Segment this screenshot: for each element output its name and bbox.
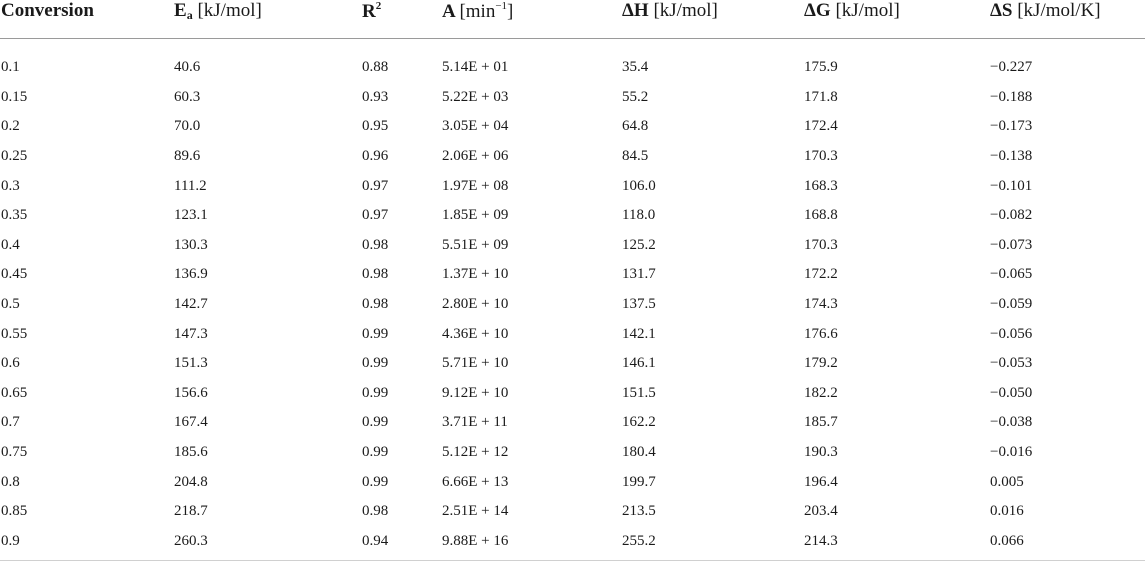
conversion-cell: 0.15 [1, 88, 28, 105]
entropy-cell: −0.082 [990, 207, 1033, 224]
pre-exponential-cell: 9.12E + 10 [442, 384, 509, 401]
table-row [0, 231, 1145, 261]
pre-exponential-cell: 5.12E + 12 [442, 444, 509, 461]
table-row [0, 527, 1145, 557]
gibbs-energy-cell: 214.3 [804, 532, 838, 549]
gibbs-energy-cell: 196.4 [804, 473, 838, 490]
enthalpy-cell: 151.5 [622, 384, 656, 401]
activation-energy-cell: 60.3 [174, 88, 201, 105]
activation-energy-cell: 185.6 [174, 444, 208, 461]
conversion-cell: 0.55 [1, 325, 28, 342]
pre-exponential-cell: 6.66E + 13 [442, 473, 509, 490]
enthalpy-cell: 255.2 [622, 532, 656, 549]
r-squared-cell: 0.98 [362, 296, 389, 313]
enthalpy-cell: 35.4 [622, 59, 649, 76]
entropy-cell: −0.173 [990, 118, 1033, 135]
conversion-cell: 0.8 [1, 473, 20, 490]
activation-energy-cell: 147.3 [174, 325, 208, 342]
r-squared-cell: 0.99 [362, 473, 389, 490]
entropy-cell: 0.005 [990, 473, 1024, 490]
activation-energy-cell: 70.0 [174, 118, 201, 135]
enthalpy-cell: 180.4 [622, 444, 656, 461]
table-bottom-rule [0, 560, 1145, 561]
header-row [0, 0, 1145, 39]
enthalpy-cell: 142.1 [622, 325, 656, 342]
table-row [0, 39, 1145, 83]
activation-energy-cell: 136.9 [174, 266, 208, 283]
enthalpy-cell: 106.0 [622, 177, 656, 194]
pre-exponential-cell: 5.71E + 10 [442, 355, 509, 372]
header-r-squared: $R^2$ [361, 0, 441, 39]
r-squared-cell: 0.98 [362, 503, 389, 520]
gibbs-energy-cell: 175.9 [804, 59, 838, 76]
table-row [0, 290, 1145, 320]
conversion-cell: 0.5 [1, 296, 20, 313]
enthalpy-cell: 118.0 [622, 207, 656, 224]
pre-exponential-cell: 1.37E + 10 [442, 266, 509, 283]
gibbs-energy-cell: 172.2 [804, 266, 838, 283]
entropy-cell: −0.050 [990, 384, 1033, 401]
header-pre-exponential-factor: A $[\min^{-1}]$ [441, 0, 621, 39]
activation-energy-cell: 40.6 [174, 59, 201, 76]
table-row [0, 112, 1145, 142]
enthalpy-cell: 162.2 [622, 414, 656, 431]
table-row [0, 171, 1145, 201]
activation-energy-cell: 167.4 [174, 414, 208, 431]
entropy-cell: −0.059 [990, 296, 1033, 313]
table-row [0, 260, 1145, 290]
header-conversion: Conversion [0, 0, 173, 39]
r-squared-cell: 0.99 [362, 384, 389, 401]
gibbs-energy-cell: 168.8 [804, 207, 838, 224]
gibbs-energy-cell: 182.2 [804, 384, 838, 401]
r-squared-cell: 0.96 [362, 148, 389, 165]
activation-energy-cell: 89.6 [174, 148, 201, 165]
table-row [0, 497, 1145, 527]
activation-energy-cell: 156.6 [174, 384, 208, 401]
conversion-cell: 0.65 [1, 384, 28, 401]
table-row [0, 467, 1145, 497]
gibbs-energy-cell: 170.3 [804, 148, 838, 165]
entropy-cell: −0.053 [990, 355, 1033, 372]
r-squared-cell: 0.88 [362, 59, 389, 76]
pre-exponential-cell: 3.05E + 04 [442, 118, 509, 135]
entropy-cell: 0.016 [990, 503, 1024, 520]
pre-exponential-cell: 3.71E + 11 [442, 414, 508, 431]
activation-energy-cell: 218.7 [174, 503, 208, 520]
table-row [0, 408, 1145, 438]
table-row [0, 142, 1145, 172]
enthalpy-cell: 213.5 [622, 503, 656, 520]
enthalpy-cell: 131.7 [622, 266, 656, 283]
pre-exponential-cell: 1.97E + 08 [442, 177, 509, 194]
enthalpy-cell: 199.7 [622, 473, 656, 490]
r-squared-cell: 0.94 [362, 532, 389, 549]
enthalpy-cell: 64.8 [622, 118, 649, 135]
conversion-cell: 0.35 [1, 207, 28, 224]
table-row [0, 379, 1145, 409]
entropy-cell: −0.227 [990, 59, 1033, 76]
gibbs-energy-cell: 179.2 [804, 355, 838, 372]
table-row [0, 319, 1145, 349]
header-enthalpy: ΔH [kJ/mol] [621, 0, 803, 39]
pre-exponential-cell: 4.36E + 10 [442, 325, 509, 342]
r-squared-cell: 0.99 [362, 325, 389, 342]
entropy-cell: −0.138 [990, 148, 1033, 165]
header-activation-energy: $E_a$ [kJ/mol] [173, 0, 361, 39]
r-squared-cell: 0.93 [362, 88, 389, 105]
activation-energy-cell: 204.8 [174, 473, 208, 490]
r-squared-cell: 0.99 [362, 414, 389, 431]
conversion-cell: 0.1 [1, 59, 20, 76]
entropy-cell: −0.056 [990, 325, 1033, 342]
conversion-cell: 0.2 [1, 118, 20, 135]
activation-energy-cell: 142.7 [174, 296, 208, 313]
r-squared-cell: 0.98 [362, 266, 389, 283]
conversion-cell: 0.85 [1, 503, 28, 520]
conversion-cell: 0.6 [1, 355, 20, 372]
table-row [0, 349, 1145, 379]
enthalpy-cell: 55.2 [622, 88, 649, 105]
activation-energy-cell: 260.3 [174, 532, 208, 549]
activation-energy-cell: 111.2 [174, 177, 207, 194]
r-squared-cell: 0.97 [362, 177, 389, 194]
entropy-cell: −0.038 [990, 414, 1033, 431]
table-row [0, 438, 1145, 468]
table-row [0, 83, 1145, 113]
entropy-cell: 0.066 [990, 532, 1024, 549]
gibbs-energy-cell: 176.6 [804, 325, 838, 342]
entropy-cell: −0.016 [990, 444, 1033, 461]
pre-exponential-cell: 5.51E + 09 [442, 236, 509, 253]
pre-exponential-cell: 9.88E + 16 [442, 532, 509, 549]
gibbs-energy-cell: 174.3 [804, 296, 838, 313]
entropy-cell: −0.188 [990, 88, 1033, 105]
r-squared-cell: 0.98 [362, 236, 389, 253]
enthalpy-cell: 146.1 [622, 355, 656, 372]
entropy-cell: −0.073 [990, 236, 1033, 253]
r-squared-cell: 0.99 [362, 444, 389, 461]
conversion-cell: 0.25 [1, 148, 28, 165]
header-gibbs-energy: ΔG [kJ/mol] [803, 0, 989, 39]
r-squared-cell: 0.97 [362, 207, 389, 224]
activation-energy-cell: 151.3 [174, 355, 208, 372]
pre-exponential-cell: 5.14E + 01 [442, 59, 509, 76]
header-entropy: ΔS [kJ/mol/K] [989, 0, 1145, 39]
pre-exponential-cell: 2.80E + 10 [442, 296, 509, 313]
activation-energy-cell: 130.3 [174, 236, 208, 253]
gibbs-energy-cell: 185.7 [804, 414, 838, 431]
entropy-cell: −0.065 [990, 266, 1033, 283]
activation-energy-cell: 123.1 [174, 207, 208, 224]
entropy-cell: −0.101 [990, 177, 1033, 194]
pre-exponential-cell: 5.22E + 03 [442, 88, 509, 105]
gibbs-energy-cell: 170.3 [804, 236, 838, 253]
gibbs-energy-cell: 190.3 [804, 444, 838, 461]
gibbs-energy-cell: 172.4 [804, 118, 838, 135]
conversion-cell: 0.7 [1, 414, 20, 431]
gibbs-energy-cell: 168.3 [804, 177, 838, 194]
enthalpy-cell: 125.2 [622, 236, 656, 253]
table-body [0, 39, 1145, 557]
pre-exponential-cell: 2.51E + 14 [442, 503, 509, 520]
pre-exponential-cell: 2.06E + 06 [442, 148, 509, 165]
conversion-cell: 0.3 [1, 177, 20, 194]
gibbs-energy-cell: 171.8 [804, 88, 838, 105]
gibbs-energy-cell: 203.4 [804, 503, 838, 520]
conversion-cell: 0.75 [1, 444, 28, 461]
conversion-cell: 0.9 [1, 532, 20, 549]
table-header [0, 0, 1145, 39]
enthalpy-cell: 84.5 [622, 148, 649, 165]
conversion-cell: 0.45 [1, 266, 28, 283]
enthalpy-cell: 137.5 [622, 296, 656, 313]
r-squared-cell: 0.99 [362, 355, 389, 372]
r-squared-cell: 0.95 [362, 118, 389, 135]
conversion-cell: 0.4 [1, 236, 20, 253]
table-row [0, 201, 1145, 231]
pre-exponential-cell: 1.85E + 09 [442, 207, 509, 224]
